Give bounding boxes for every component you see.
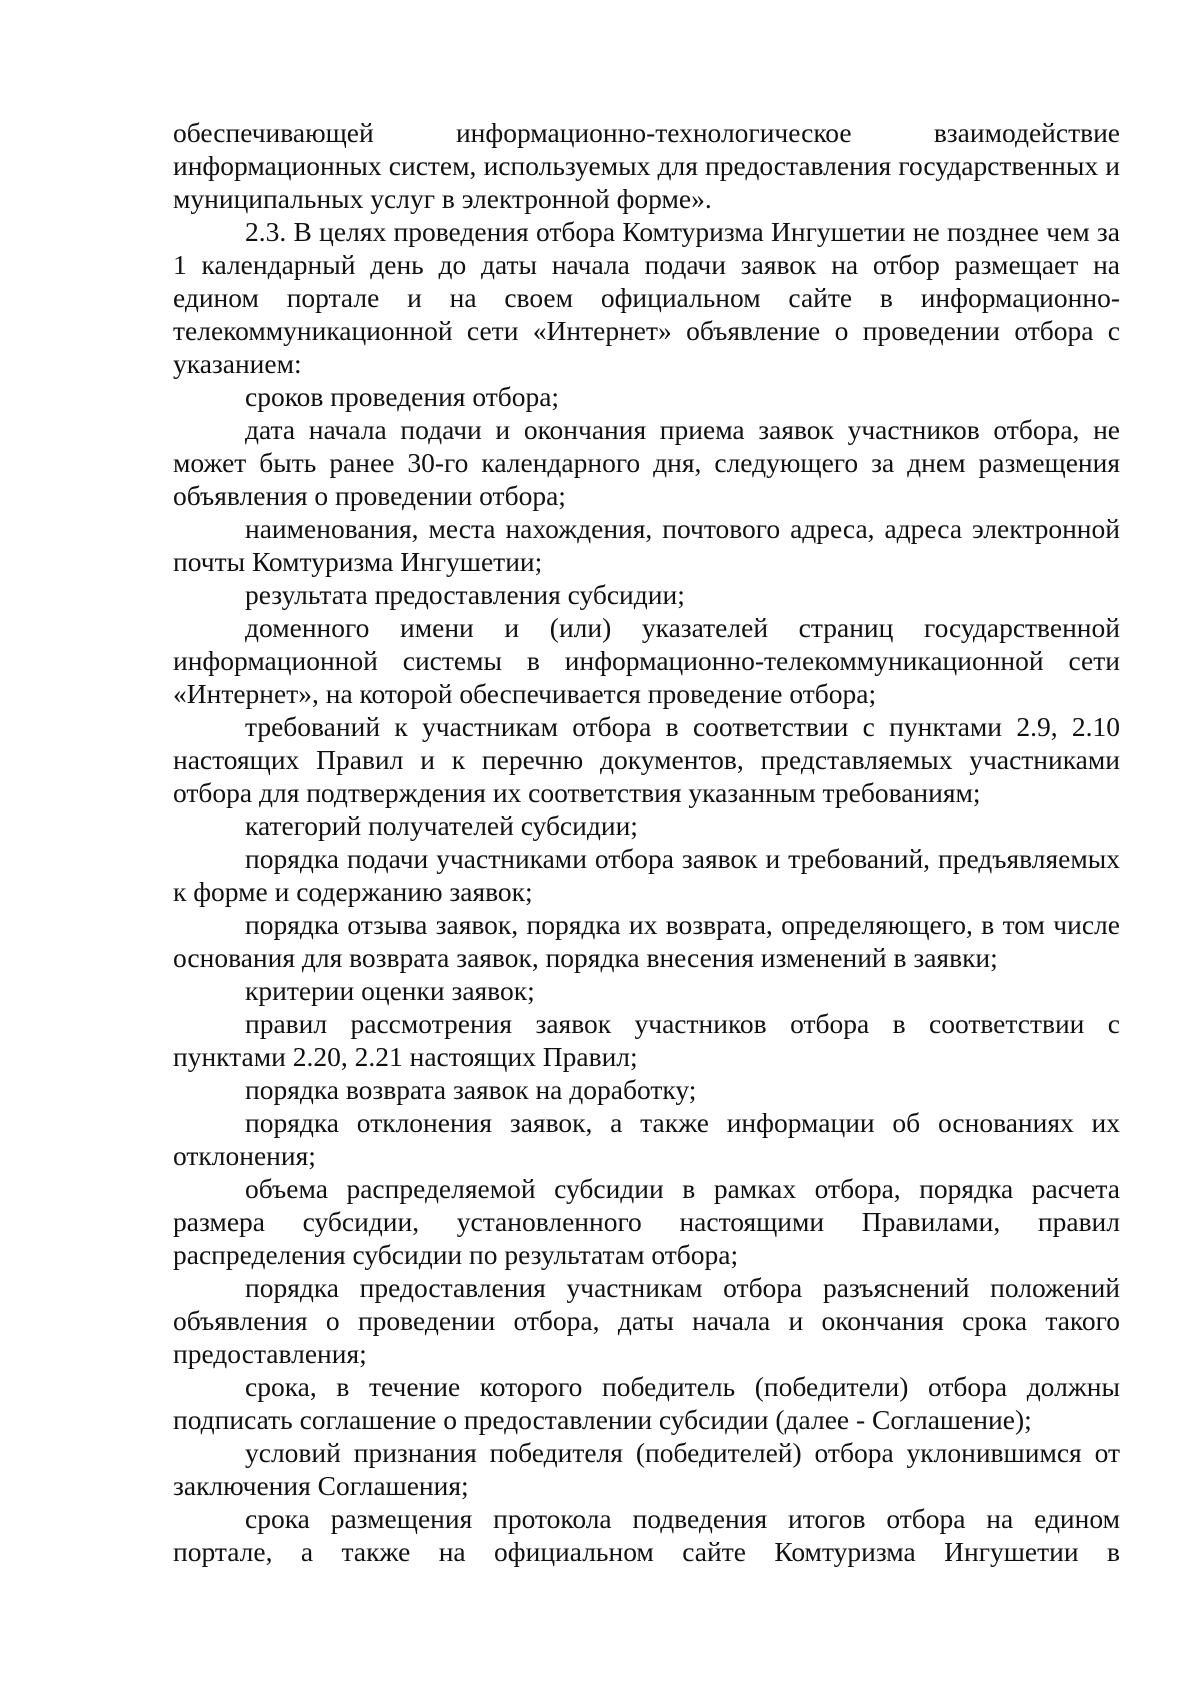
list-item-evasion: условий признания победителя (победителей) отбора уклонившимся от заключения Соглашения; <box>173 1437 1120 1501</box>
list-item-rejection: порядка отклонения заявок, а также информации об основаниях их отклонения; <box>173 1107 1120 1171</box>
list-item-categories: категорий получателей субсидии; <box>245 810 638 841</box>
list-item-agreement-term: срока, в течение которого победитель (победители) отбора должны подписать соглашение о предоставлении субсидии (далее - Соглашение); <box>173 1371 1120 1435</box>
paragraph-continuation: обеспечивающей информационно-технологическое взаимодействие информационных систем, используемых для предоставления государственных и муниципальных услуг в электронной форме». <box>173 117 1120 214</box>
list-item-review-rules: правил рассмотрения заявок участников отбора в соответствии с пунктами 2.20, 2.21 настоящих Правил; <box>173 1008 1120 1072</box>
list-item-protocol: срока размещения протокола подведения итогов отбора на едином портале, а также на официальном сайте Комтуризма Ингушетии в <box>173 1503 1120 1567</box>
list-item-volume: объема распределяемой субсидии в рамках отбора, порядка расчета размера субсидии, установленного настоящими Правилами, правил распределения субсидии по результатам отбора; <box>173 1173 1120 1270</box>
list-item-result: результата предоставления субсидии; <box>245 579 685 610</box>
list-item-criteria: критерии оценки заявок; <box>245 975 535 1006</box>
paragraph-clause-2-3: 2.3. В целях проведения отбора Комтуризма Ингушетии не позднее чем за 1 календарный день до даты начала подачи заявок на отбор размещает на едином портале и на своем официальном сайте в информационно-телекоммуникационной сети «Интернет» объявление о проведении отбора с указанием: <box>173 216 1120 379</box>
list-item-clarifications: порядка предоставления участникам отбора разъяснений положений объявления о проведении отбора, даты начала и окончания срока такого предоставления; <box>173 1272 1120 1369</box>
list-item-contacts: наименования, места нахождения, почтового адреса, адреса электронной почты Комтуризма Ингушетии; <box>173 513 1120 577</box>
list-item-requirements: требований к участникам отбора в соответствии с пунктами 2.9, 2.10 настоящих Правил и к перечню документов, представляемых участниками отбора для подтверждения их соответствия указанным требованиям; <box>173 711 1120 808</box>
list-item-dates: дата начала подачи и окончания приема заявок участников отбора, не может быть ранее 30-го календарного дня, следующего за днем размещения объявления о проведении отбора; <box>173 414 1120 511</box>
list-item-domain: доменного имени и (или) указателей страниц государственной информационной системы в информационно-телекоммуникационной сети «Интернет», на которой обеспечивается проведение отбора; <box>173 612 1120 709</box>
list-item-revision: порядка возврата заявок на доработку; <box>245 1074 697 1105</box>
document-page <box>173 116 1120 1568</box>
list-item-terms: сроков проведения отбора; <box>245 381 560 412</box>
list-item-submission: порядка подачи участниками отбора заявок и требований, предъявляемых к форме и содержанию заявок; <box>173 843 1120 907</box>
list-item-withdrawal: порядка отзыва заявок, порядка их возврата, определяющего, в том числе основания для возврата заявок, порядка внесения изменений в заявки; <box>173 909 1120 973</box>
